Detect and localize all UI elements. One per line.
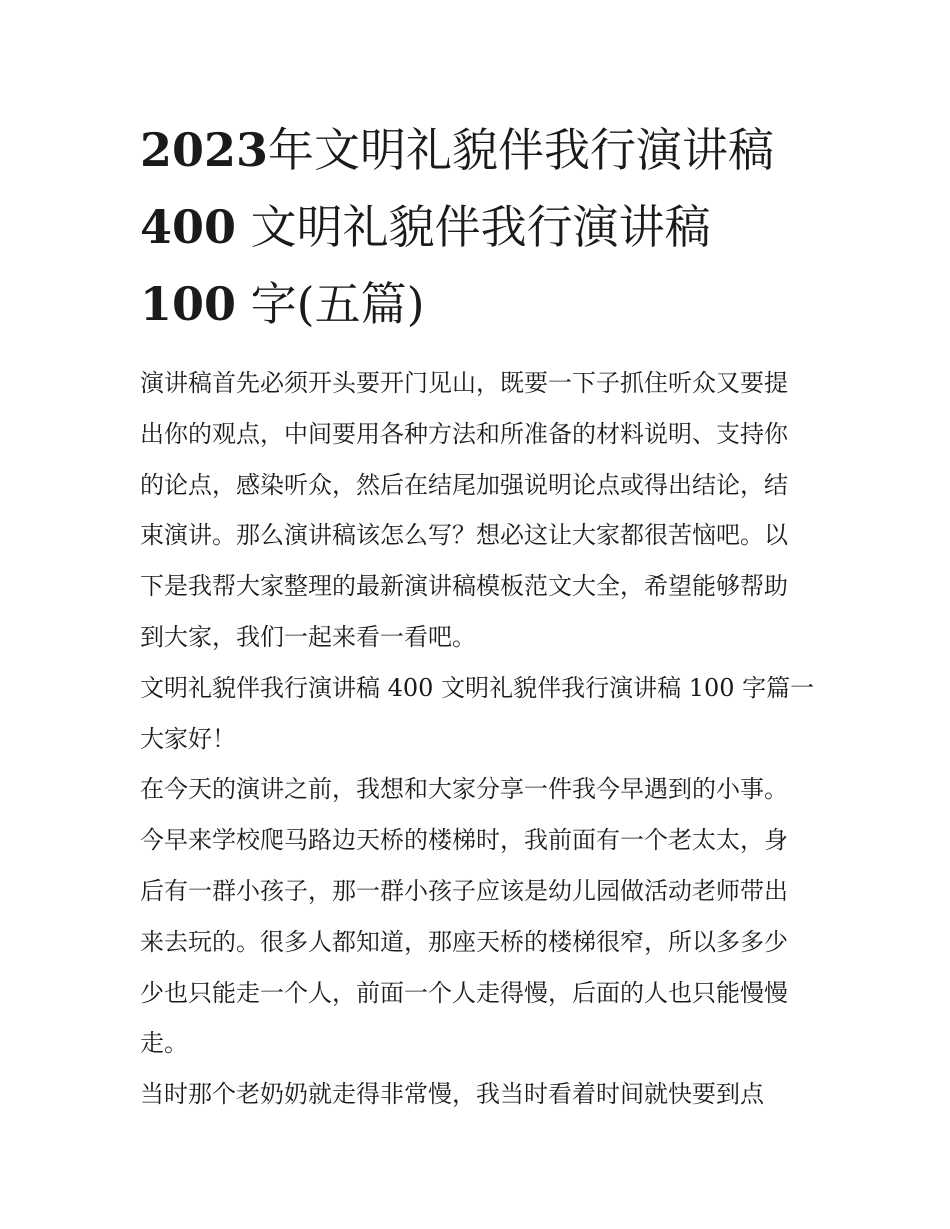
document-title — [140, 112, 820, 343]
text-line: 今早来学校爬马路边天桥的楼梯时，我前面有一个老太太，身 — [140, 826, 788, 855]
paragraph-continuation — [140, 1069, 820, 1120]
text-line: 下是我帮大家整理的最新演讲稿模板范文大全，希望能够帮助 — [140, 572, 788, 601]
title-text-3: 字(五篇) — [250, 277, 425, 331]
title-number-100: 100 — [140, 277, 237, 331]
document-body — [140, 358, 820, 1120]
title-text-1: 年文明礼貌伴我行演讲稿 — [268, 123, 775, 177]
text-line: 出你的观点，中间要用各种方法和所准备的材料说明、支持你 — [140, 419, 788, 448]
text-line: 的论点，感染听众，然后在结尾加强说明论点或得出结论，结 — [140, 470, 788, 499]
paragraph-greeting — [140, 714, 820, 765]
title-line-3 — [140, 266, 820, 343]
paragraph-intro — [140, 358, 820, 663]
title-line-1 — [140, 112, 820, 189]
text-line: 在今天的演讲之前，我想和大家分享一件我今早遇到的小事。 — [140, 775, 788, 804]
title-number-400: 400 — [140, 200, 237, 254]
document-page — [140, 112, 820, 1120]
text-line: 来去玩的。很多人都知道，那座天桥的楼梯很窄，所以多多少 — [140, 927, 788, 956]
section-heading — [140, 663, 820, 714]
title-line-2 — [140, 189, 820, 266]
text-line: 大家好！ — [140, 724, 236, 753]
text-line: 当时那个老奶奶就走得非常慢，我当时看着时间就快要到点 — [140, 1080, 764, 1109]
text-line: 后有一群小孩子，那一群小孩子应该是幼儿园做活动老师带出 — [140, 876, 788, 905]
text-line: 到大家，我们一起来看一看吧。 — [140, 622, 476, 651]
text-line: 文明礼貌伴我行演讲稿 400 文明礼貌伴我行演讲稿 100 字篇一 — [140, 673, 815, 702]
text-line: 演讲稿首先必须开头要开门见山，既要一下子抓住听众又要提 — [140, 369, 788, 397]
text-line: 走。 — [140, 1029, 188, 1058]
title-text-2: 文明礼貌伴我行演讲稿 — [250, 200, 711, 254]
text-line: 少也只能走一个人，前面一个人走得慢，后面的人也只能慢慢 — [140, 978, 788, 1007]
text-line: 束演讲。那么演讲稿该怎么写？想必这让大家都很苦恼吧。以 — [140, 521, 788, 550]
title-year: 2023 — [140, 123, 269, 177]
paragraph-story — [140, 764, 820, 1069]
